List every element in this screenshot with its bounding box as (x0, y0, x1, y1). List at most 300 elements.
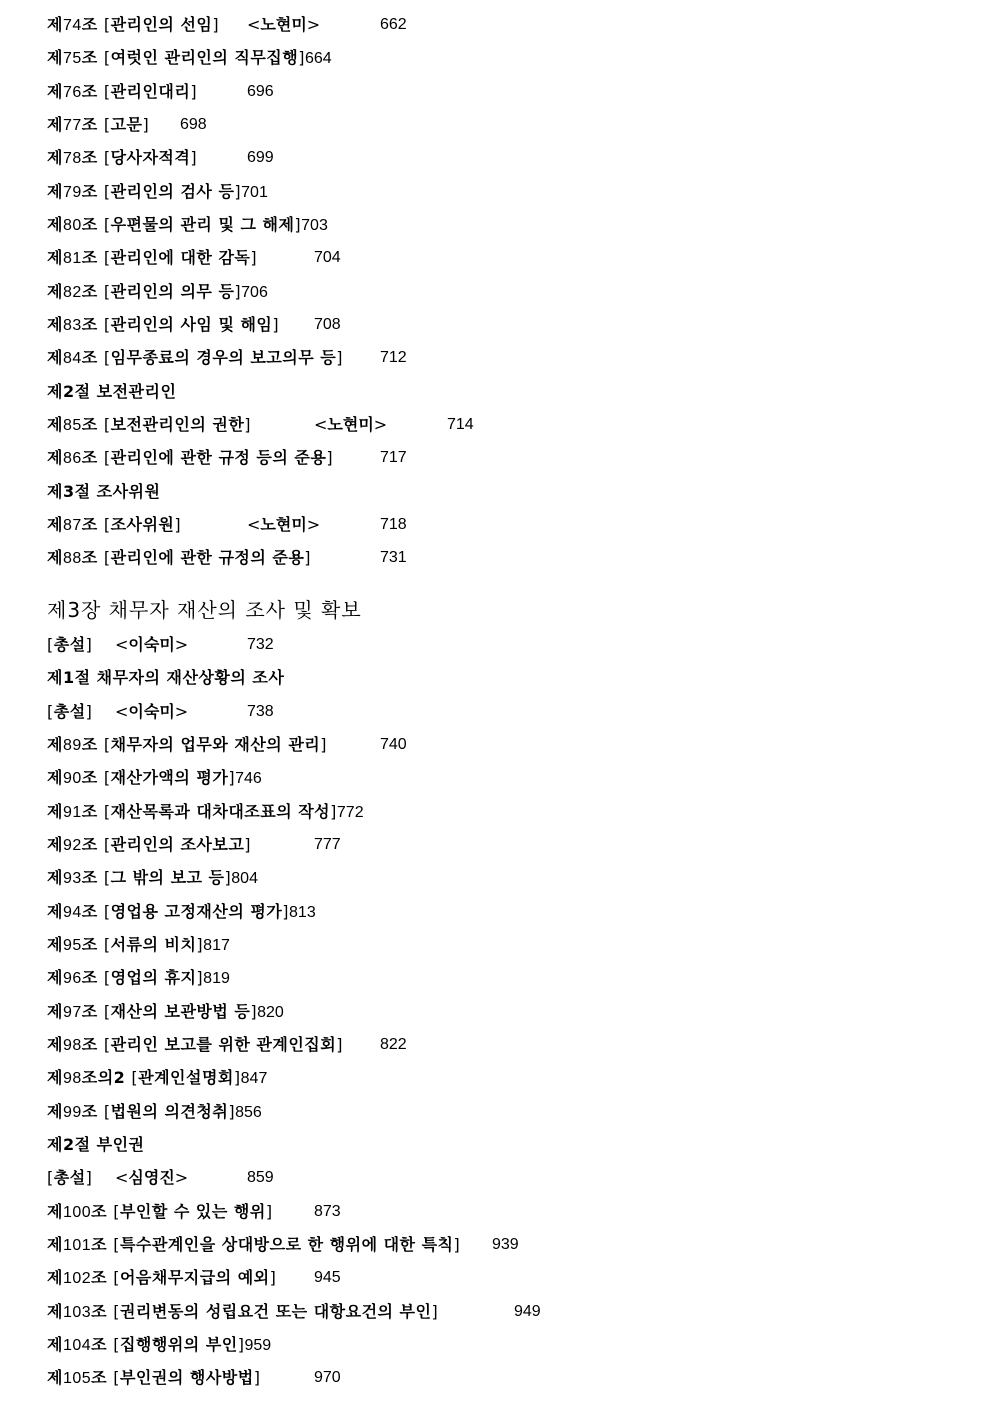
article-number: 85 (62, 417, 82, 434)
entry-title: 관리인대리 (110, 82, 191, 101)
article-suffix: 조 (81, 282, 98, 301)
entry-title: 영업용 고정재산의 평가 (110, 902, 283, 921)
bracket-open: [ (103, 902, 111, 921)
article-number: 94 (62, 904, 82, 921)
section-title: 제3절 조사위원 (47, 482, 161, 501)
toc-entry (47, 1097, 262, 1127)
entry-heading (47, 115, 149, 134)
article-suffix: 조 (81, 935, 98, 954)
bracket-open: [ (103, 415, 111, 434)
bracket-open: [ (103, 215, 111, 234)
section-title: 제1절 채무자의 재산상황의 조사 (47, 668, 285, 687)
entry-title: 우편물의 관리 및 그 해제 (110, 215, 295, 234)
bracket-close: ] (269, 1268, 277, 1287)
entry-heading (47, 1335, 244, 1354)
toc-entry (47, 177, 268, 207)
bracket-open: [ (103, 968, 111, 987)
entry-title: 보전관리인의 권한 (110, 415, 245, 434)
article-suffix: 조 (81, 15, 98, 34)
bracket-close: ] (228, 768, 236, 787)
page-number: 822 (380, 1036, 407, 1053)
bracket-close: ] (190, 82, 198, 101)
page-number: 945 (314, 1269, 341, 1286)
bracket-open: [ (113, 1302, 120, 1321)
entry-heading (47, 835, 251, 854)
article-prefix: 제 (47, 835, 63, 854)
entry-title: 총설 (53, 635, 86, 654)
bracket-open: [ (103, 1102, 111, 1121)
article-prefix: 제 (47, 415, 63, 434)
bracket-close: ] (85, 702, 93, 721)
article-prefix: 제 (47, 248, 63, 267)
article-suffix: 조 (81, 348, 98, 367)
article-number: 79 (62, 184, 82, 201)
article-number: 102 (62, 1270, 92, 1287)
page-number: 856 (235, 1104, 262, 1121)
article-prefix: 제 (47, 868, 63, 887)
article-prefix: 제 (47, 1002, 63, 1021)
entry-heading (47, 515, 181, 534)
bracket-open: [ (47, 635, 54, 654)
bracket-close: ] (233, 1068, 241, 1087)
toc-entry (47, 1330, 271, 1360)
bracket-open: [ (103, 768, 111, 787)
page-number: 746 (235, 770, 262, 787)
entry-title: 재산가액의 평가 (110, 768, 229, 787)
page-number: 873 (314, 1203, 341, 1220)
entry-heading (47, 315, 279, 334)
article-prefix: 제 (47, 315, 63, 334)
page-number: 777 (314, 836, 341, 853)
article-prefix: 제 (47, 968, 63, 987)
article-number: 100 (62, 1204, 92, 1221)
page-number: 939 (492, 1236, 519, 1253)
bracket-close: ] (237, 1335, 245, 1354)
page-number: 820 (257, 1004, 284, 1021)
bracket-open: [ (47, 1168, 54, 1187)
page-number: 959 (244, 1337, 272, 1354)
bracket-open: [ (113, 1202, 120, 1221)
bracket-close: ] (85, 1168, 93, 1187)
page-number: 819 (203, 970, 230, 987)
toc-entry (47, 1297, 541, 1327)
page-number: 717 (380, 449, 407, 466)
entry-heading (47, 215, 301, 234)
article-suffix: 조 (81, 248, 98, 267)
article-suffix: 조 (81, 182, 98, 201)
author-open: < (115, 702, 129, 721)
entry-heading (47, 868, 231, 887)
article-suffix: 조 (91, 1335, 108, 1354)
entry-heading (47, 1002, 257, 1021)
entry-heading (47, 448, 333, 467)
toc-entry (47, 210, 328, 240)
article-number: 104 (62, 1337, 92, 1354)
article-prefix: 제 (47, 1068, 63, 1087)
author-name: 심영진 (128, 1168, 175, 1187)
entry-author (115, 697, 188, 727)
entry-heading (47, 548, 311, 567)
entry-author (115, 1163, 188, 1193)
entry-heading (47, 1035, 343, 1054)
bracket-open: [ (103, 735, 111, 754)
entry-title: 총설 (53, 702, 86, 721)
page-number: 712 (380, 349, 407, 366)
article-suffix: 조 (81, 735, 98, 754)
section-title: 제2절 보전관리인 (47, 382, 177, 401)
entry-heading (47, 1235, 460, 1254)
author-close: > (174, 702, 189, 721)
toc-entry (47, 763, 262, 793)
article-number: 80 (62, 217, 82, 234)
author-name: 노현미 (260, 15, 307, 34)
entry-heading (47, 935, 203, 954)
author-close: > (373, 415, 388, 434)
page-number: 772 (336, 804, 364, 821)
entry-title: 총설 (53, 1168, 86, 1187)
page-number: 731 (380, 549, 407, 566)
toc-entry (47, 1030, 407, 1060)
toc-entry (47, 830, 341, 860)
entry-heading (47, 635, 92, 654)
article-suffix: 조 (91, 1235, 108, 1254)
article-number: 88 (62, 550, 82, 567)
entry-heading (47, 282, 241, 301)
toc-entry (47, 143, 274, 173)
article-suffix: 조 (81, 115, 98, 134)
article-number: 90 (62, 770, 82, 787)
entry-heading (47, 1268, 276, 1287)
article-prefix: 제 (47, 515, 63, 534)
bracket-close: ] (228, 1102, 236, 1121)
entry-title: 고문 (110, 115, 143, 134)
entry-title: 관계인설명회 (138, 1068, 234, 1087)
entry-heading (47, 902, 289, 921)
page-number: 699 (247, 149, 274, 166)
entry-title: 관리인에 대한 감독 (110, 248, 251, 267)
bracket-close: ] (250, 248, 258, 267)
toc-entry (47, 1230, 519, 1260)
article-number: 89 (62, 737, 82, 754)
article-suffix: 조 (91, 1302, 108, 1321)
entry-author (115, 630, 188, 660)
article-suffix: 조의2 (81, 1068, 126, 1087)
entry-title: 법원의 의견청취 (110, 1102, 229, 1121)
article-number: 93 (62, 870, 82, 887)
entry-title: 당사자적격 (110, 148, 191, 167)
article-suffix: 조 (81, 1035, 98, 1054)
bracket-close: ] (320, 735, 327, 754)
toc-entry-general (47, 630, 274, 660)
entry-title: 서류의 비치 (110, 935, 197, 954)
article-prefix: 제 (47, 282, 63, 301)
entry-title: 재산목록과 대차대조표의 작성 (110, 802, 331, 821)
entry-heading (47, 15, 219, 34)
page-number: 701 (241, 184, 268, 201)
bracket-open: [ (113, 1268, 120, 1287)
entry-title: 조사위원 (110, 515, 175, 534)
entry-heading (47, 1068, 241, 1087)
article-number: 87 (62, 517, 82, 534)
article-number: 86 (62, 450, 82, 467)
page-number: 662 (380, 16, 407, 33)
toc-entry (47, 243, 341, 273)
author-close: > (174, 635, 189, 654)
entry-heading (47, 82, 197, 101)
article-suffix: 조 (91, 1202, 108, 1221)
entry-title: 관리인의 사임 및 해임 (110, 315, 273, 334)
toc-entry (47, 43, 332, 73)
article-suffix: 조 (81, 768, 98, 787)
bracket-open: [ (103, 182, 111, 201)
bracket-open: [ (103, 802, 111, 821)
bracket-open: [ (103, 835, 111, 854)
article-number: 103 (62, 1304, 92, 1321)
chapter-heading (47, 593, 362, 627)
entry-heading (47, 1168, 92, 1187)
article-prefix: 제 (47, 1235, 63, 1254)
toc-entry (47, 310, 341, 340)
bracket-close: ] (196, 968, 204, 987)
bracket-close: ] (294, 215, 302, 234)
section-heading (47, 477, 160, 507)
article-suffix: 조 (81, 82, 98, 101)
page-number: 804 (231, 870, 258, 887)
article-prefix: 제 (47, 215, 63, 234)
article-number: 81 (62, 250, 82, 267)
bracket-open: [ (113, 1335, 120, 1354)
entry-title: 영업의 휴지 (110, 968, 197, 987)
bracket-open: [ (103, 82, 111, 101)
toc-entry (47, 1063, 267, 1093)
article-suffix: 조 (81, 148, 98, 167)
bracket-open: [ (103, 935, 111, 954)
article-prefix: 제 (47, 1202, 63, 1221)
page-number: 714 (447, 416, 474, 433)
article-suffix: 조 (81, 868, 98, 887)
section-heading (47, 663, 284, 693)
article-prefix: 제 (47, 768, 63, 787)
entry-title: 관리인 보고를 위한 관계인집회 (110, 1035, 337, 1054)
bracket-close: ] (336, 1035, 343, 1054)
entry-title: 관리인의 의무 등 (110, 282, 235, 301)
chapter-title: 제3장 채무자 재산의 조사 및 확보 (47, 598, 362, 622)
article-prefix: 제 (47, 1102, 63, 1121)
page-number: 664 (304, 50, 332, 67)
toc-entry (47, 997, 284, 1027)
entry-author (247, 10, 320, 40)
article-prefix: 제 (47, 182, 63, 201)
bracket-close: ] (244, 415, 252, 434)
article-prefix: 제 (47, 15, 63, 34)
bracket-open: [ (103, 1002, 111, 1021)
author-open: < (115, 635, 129, 654)
entry-title: 관리인의 조사보고 (110, 835, 245, 854)
entry-heading (47, 735, 327, 754)
toc-entry-general (47, 697, 274, 727)
article-prefix: 제 (47, 1335, 63, 1354)
bracket-open: [ (47, 702, 54, 721)
article-prefix: 제 (47, 1368, 63, 1387)
article-prefix: 제 (47, 148, 63, 167)
author-name: 노현미 (327, 415, 374, 434)
entry-heading (47, 1202, 273, 1221)
page-number: 706 (241, 284, 268, 301)
article-number: 74 (62, 17, 82, 34)
toc-entry (47, 110, 207, 140)
page-number: 738 (247, 703, 274, 720)
article-number: 95 (62, 937, 82, 954)
bracket-open: [ (103, 248, 111, 267)
entry-title: 관리인에 관한 규정 등의 준용 (110, 448, 327, 467)
entry-title: 임무종료의 경우의 보고의무 등 (110, 348, 337, 367)
entry-title: 권리변동의 성립요건 또는 대항요건의 부인 (119, 1302, 432, 1321)
article-prefix: 제 (47, 1302, 63, 1321)
bracket-open: [ (103, 348, 111, 367)
bracket-open: [ (103, 282, 111, 301)
toc-entry (47, 730, 407, 760)
page-number: 949 (514, 1303, 541, 1320)
toc-entry (47, 930, 230, 960)
toc-entry (47, 277, 268, 307)
article-prefix: 제 (47, 115, 63, 134)
article-prefix: 제 (47, 902, 63, 921)
toc-entry (47, 797, 364, 827)
article-prefix: 제 (47, 735, 63, 754)
article-prefix: 제 (47, 448, 63, 467)
toc-entry (47, 410, 474, 440)
toc-entry (47, 1197, 341, 1227)
entry-heading (47, 1302, 438, 1321)
bracket-close: ] (453, 1235, 461, 1254)
article-number: 82 (62, 284, 82, 301)
bracket-close: ] (431, 1302, 439, 1321)
toc-entry (47, 543, 407, 573)
toc-entry (47, 10, 407, 40)
article-number: 96 (62, 970, 82, 987)
bracket-open: [ (103, 448, 111, 467)
page-number: 698 (180, 116, 207, 133)
section-heading (47, 377, 176, 407)
entry-heading (47, 768, 235, 787)
page-number: 847 (240, 1070, 268, 1087)
bracket-open: [ (113, 1235, 120, 1254)
bracket-open: [ (103, 315, 111, 334)
article-suffix: 조 (81, 802, 98, 821)
bracket-close: ] (298, 48, 305, 67)
bracket-close: ] (212, 15, 220, 34)
article-number: 75 (62, 50, 82, 67)
entry-title: 집행행위의 부인 (119, 1335, 238, 1354)
bracket-open: [ (103, 1035, 111, 1054)
toc-entry (47, 1363, 341, 1393)
article-suffix: 조 (81, 48, 98, 67)
article-suffix: 조 (81, 548, 98, 567)
bracket-open: [ (103, 868, 111, 887)
entry-author (247, 510, 320, 540)
bracket-close: ] (272, 315, 280, 334)
entry-author (314, 410, 387, 440)
article-number: 101 (62, 1237, 92, 1254)
entry-title: 채무자의 업무와 재산의 관리 (110, 735, 321, 754)
bracket-close: ] (244, 835, 252, 854)
toc-entry (47, 863, 258, 893)
entry-heading (47, 348, 343, 367)
entry-heading (47, 802, 337, 821)
article-suffix: 조 (81, 1002, 98, 1021)
article-number: 92 (62, 837, 82, 854)
article-suffix: 조 (81, 968, 98, 987)
article-suffix: 조 (81, 1102, 98, 1121)
author-name: 이숙미 (128, 635, 175, 654)
page-number: 859 (247, 1169, 274, 1186)
article-number: 83 (62, 317, 82, 334)
bracket-open: [ (103, 148, 111, 167)
entry-title: 재산의 보관방법 등 (110, 1002, 251, 1021)
bracket-close: ] (85, 635, 93, 654)
entry-heading (47, 1102, 235, 1121)
page-number: 970 (314, 1369, 341, 1386)
author-close: > (306, 15, 321, 34)
author-name: 노현미 (260, 515, 307, 534)
article-suffix: 조 (81, 415, 98, 434)
article-number: 97 (62, 1004, 82, 1021)
article-number: 84 (62, 350, 82, 367)
article-suffix: 조 (81, 315, 98, 334)
bracket-close: ] (196, 935, 204, 954)
entry-title: 관리인의 선임 (110, 15, 213, 34)
entry-heading (47, 48, 305, 67)
article-number: 105 (62, 1370, 92, 1387)
entry-title: 부인할 수 있는 행위 (119, 1202, 266, 1221)
entry-heading (47, 415, 251, 434)
article-prefix: 제 (47, 348, 63, 367)
bracket-open: [ (103, 115, 111, 134)
article-suffix: 조 (81, 902, 98, 921)
toc-entry (47, 897, 316, 927)
article-suffix: 조 (91, 1368, 108, 1387)
page-number: 704 (314, 249, 341, 266)
article-prefix: 제 (47, 48, 63, 67)
page-number: 740 (380, 736, 407, 753)
bracket-close: ] (190, 148, 198, 167)
bracket-close: ] (282, 902, 290, 921)
bracket-close: ] (234, 282, 242, 301)
author-open: < (115, 1168, 129, 1187)
author-close: > (174, 1168, 189, 1187)
toc-entry (47, 510, 407, 540)
author-close: > (306, 515, 321, 534)
article-prefix: 제 (47, 548, 63, 567)
bracket-close: ] (253, 1368, 261, 1387)
article-number: 77 (62, 117, 82, 134)
article-suffix: 조 (91, 1268, 108, 1287)
article-number: 98 (62, 1070, 82, 1087)
bracket-open: [ (103, 548, 111, 567)
bracket-open: [ (103, 515, 111, 534)
author-open: < (314, 415, 328, 434)
bracket-close: ] (336, 348, 343, 367)
article-prefix: 제 (47, 802, 63, 821)
section-heading (47, 1130, 144, 1160)
article-number: 78 (62, 150, 82, 167)
bracket-close: ] (304, 548, 312, 567)
toc-entry (47, 443, 407, 473)
entry-title: 관리인의 검사 등 (110, 182, 235, 201)
toc-entry (47, 343, 407, 373)
toc-entry (47, 1263, 341, 1293)
bracket-close: ] (234, 182, 242, 201)
